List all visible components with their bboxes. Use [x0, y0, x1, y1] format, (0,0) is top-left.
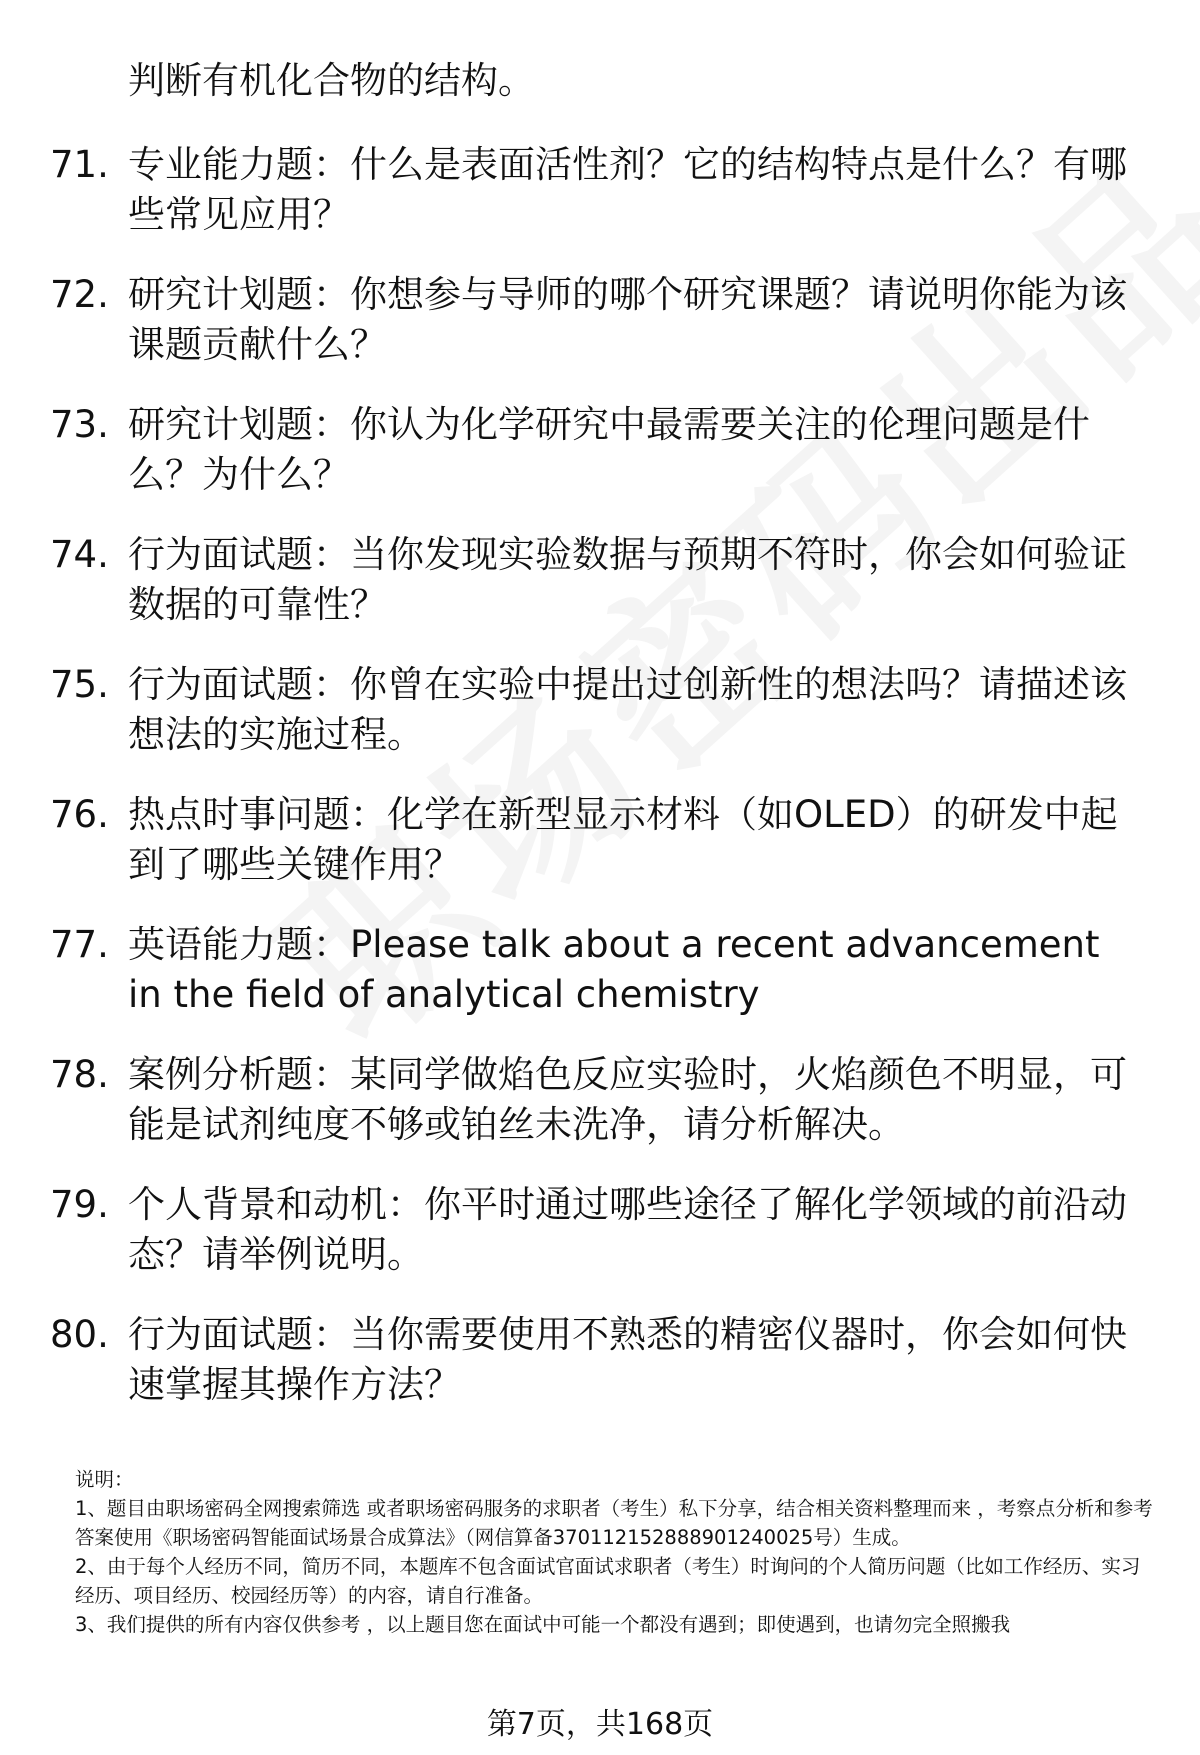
note-item: 2、由于每个人经历不同，简历不同，本题库不包含面试官面试求职者（考生）时询问的个人简历问题（比如工作经历、实习经历、项目经历、校园经历等）的内容，请自行准备。: [75, 1555, 1141, 1607]
question-item: [50, 1050, 1160, 1150]
question-number: 78.: [50, 1053, 109, 1096]
question-list: [50, 140, 1160, 1440]
notes-heading: 说明：: [75, 1468, 134, 1491]
continuation-text: 判断有机化合物的结构。: [128, 59, 535, 102]
question-item: [50, 920, 1160, 1020]
question-number: 71.: [50, 143, 109, 186]
question-text: 专业能力题：什么是表面活性剂？它的结构特点是什么？有哪些常见应用？: [128, 143, 1127, 236]
question-item: [50, 270, 1160, 370]
page-number: 第7页，共168页: [486, 1707, 714, 1742]
question-number: 76.: [50, 793, 109, 836]
question-text: 行为面试题：当你发现实验数据与预期不符时，你会如何验证数据的可靠性？: [128, 533, 1127, 626]
note-item: 1、题目由职场密码全网搜索筛选 或者职场密码服务的求职者（考生）私下分享，结合相关资料整理而来 ，考察点分析和参考答案使用《职场密码智能面试场景合成算法》（网信算备370112152888901240025号）生成。: [75, 1497, 1153, 1549]
question-number: 79.: [50, 1183, 109, 1226]
question-text: 个人背景和动机：你平时通过哪些途径了解化学领域的前沿动态？请举例说明。: [128, 1183, 1127, 1276]
question-item: [50, 1310, 1160, 1410]
question-item: [50, 530, 1160, 630]
notes-section: [75, 1465, 1155, 1639]
question-number: 72.: [50, 273, 109, 316]
question-number: 80.: [50, 1313, 109, 1356]
question-item: [50, 140, 1160, 240]
question-number: 73.: [50, 403, 109, 446]
question-item: [50, 790, 1160, 890]
question-text: 热点时事问题：化学在新型显示材料（如OLED）的研发中起到了哪些关键作用？: [128, 793, 1118, 886]
question-text: 研究计划题：你想参与导师的哪个研究课题？请说明你能为该课题贡献什么？: [128, 273, 1127, 366]
question-text: 行为面试题：你曾在实验中提出过创新性的想法吗？请描述该想法的实施过程。: [128, 663, 1127, 756]
question-number: 74.: [50, 533, 109, 576]
question-number: 75.: [50, 663, 109, 706]
question-item: [50, 400, 1160, 500]
question-text: 英语能力题：Please talk about a recent advancement in the field of analytical chemistry: [128, 923, 1100, 1016]
question-text: 案例分析题：某同学做焰色反应实验时，火焰颜色不明显，可能是试剂纯度不够或铂丝未洗净，请分析解决。: [128, 1053, 1127, 1146]
question-number: 77.: [50, 923, 109, 966]
note-item: 3、我们提供的所有内容仅供参考 ，以上题目您在面试中可能一个都没有遇到；即使遇到，也请勿完全照搬我: [75, 1613, 1011, 1636]
question-text: 行为面试题：当你需要使用不熟悉的精密仪器时，你会如何快速掌握其操作方法？: [128, 1313, 1127, 1406]
question-item: [50, 660, 1160, 760]
question-item: [50, 1180, 1160, 1280]
question-text: 研究计划题：你认为化学研究中最需要关注的伦理问题是什么？为什么？: [128, 403, 1090, 496]
